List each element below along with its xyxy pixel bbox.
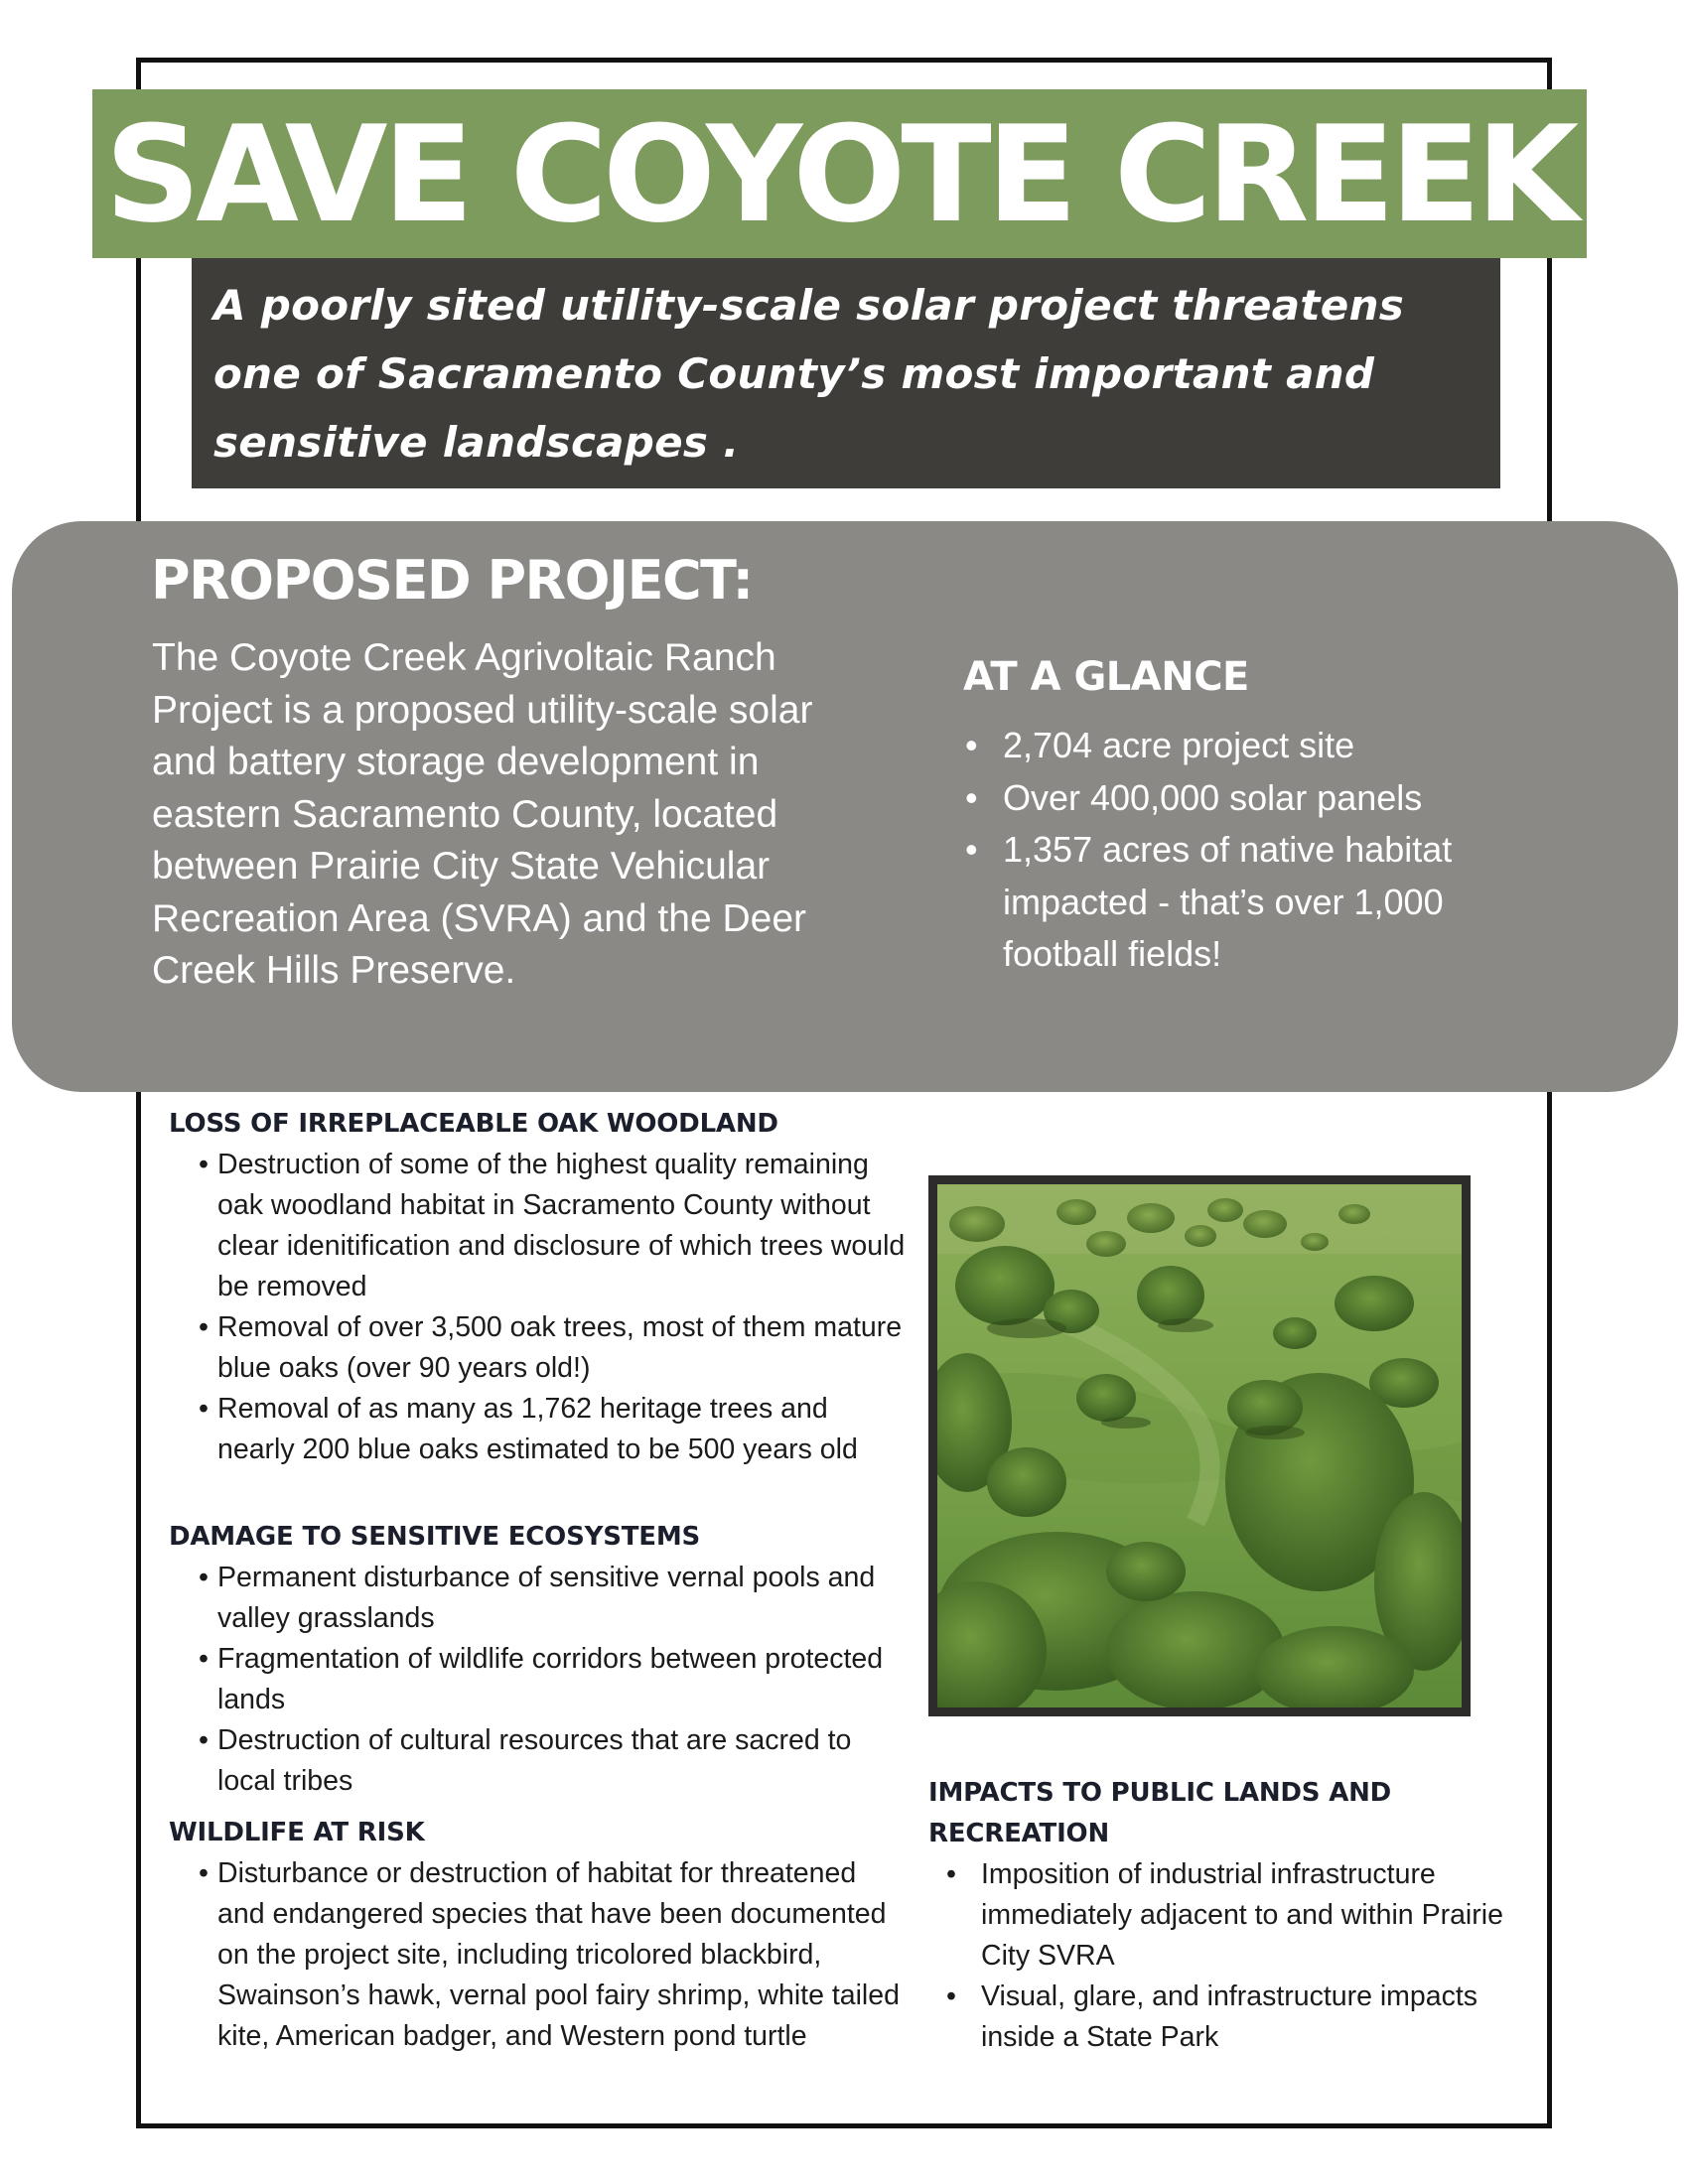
title-banner	[92, 89, 1587, 258]
list-item: • Destruction of cultural resources that are sacred to local tribes	[169, 1720, 906, 1802]
public-lands-section	[928, 1773, 1524, 2058]
list-item: • Removal of as many as 1,762 heritage trees and nearly 200 blue oaks estimated to be 500 years old	[169, 1389, 906, 1470]
ecosystems-list	[169, 1558, 906, 1802]
proposed-project-panel	[12, 521, 1678, 1092]
oak-woodland-list	[169, 1145, 906, 1470]
list-item: • Fragmentation of wildlife corridors between protected lands	[169, 1639, 906, 1720]
list-item: • Permanent disturbance of sensitive vernal pools and valley grasslands	[169, 1558, 906, 1639]
proposed-project-description: The Coyote Creek Agrivoltaic Ranch Project is a proposed utility-scale solar and battery storage development in eastern Sacramento County, located between Prairie City State Vehicular Recreation Area (SVRA) and the Deer Creek Hills Preserve.	[152, 636, 813, 992]
oak-woodland-photo	[928, 1175, 1471, 1716]
public-lands-heading: IMPACTS TO PUBLIC LANDS AND RECREATION	[928, 1778, 1392, 1848]
public-lands-list	[928, 1854, 1524, 2058]
glance-item: • 1,357 acres of native habitat impacted - that’s over 1,000 football fields!	[963, 824, 1559, 981]
wildlife-list	[169, 1853, 906, 2057]
subtitle-text: A poorly sited utility-scale solar project threatens one of Sacramento County’s most important and sensitive landscapes .	[213, 281, 1405, 467]
oak-woodland-heading: LOSS OF IRREPLACEABLE OAK WOODLAND	[169, 1109, 778, 1139]
ecosystems-section	[169, 1517, 906, 1802]
subtitle-banner	[192, 258, 1500, 488]
wildlife-heading: WILDLIFE AT RISK	[169, 1818, 425, 1847]
at-a-glance-list	[963, 720, 1559, 981]
oak-woodland-section	[169, 1104, 906, 1470]
list-item: • Visual, glare, and infrastructure impacts inside a State Park	[928, 1977, 1524, 2058]
wildlife-section	[169, 1813, 906, 2057]
at-a-glance-heading: AT A GLANCE	[963, 654, 1249, 700]
landscape-image	[937, 1184, 1462, 1707]
list-item: • Disturbance or destruction of habitat for threatened and endangered species that have been documented on the project site, including tricolored blackbird, Swainson’s hawk, vernal pool fairy shrimp, white tailed kite, American badger, and Western pond turtle	[169, 1853, 906, 2057]
ecosystems-heading: DAMAGE TO SENSITIVE ECOSYSTEMS	[169, 1522, 701, 1552]
glance-item: • 2,704 acre project site	[963, 720, 1559, 772]
list-item: • Imposition of industrial infrastructure immediately adjacent to and within Prairie City SVRA	[928, 1854, 1524, 1977]
page-title: SAVE COYOTE CREEK	[104, 97, 1575, 252]
list-item: • Removal of over 3,500 oak trees, most of them mature blue oaks (over 90 years old!)	[169, 1307, 906, 1389]
list-item: • Destruction of some of the highest quality remaining oak woodland habitat in Sacramento County without clear idenitification and disclosure of which trees would be removed	[169, 1145, 906, 1307]
glance-item: • Over 400,000 solar panels	[963, 772, 1559, 825]
proposed-project-heading: PROPOSED PROJECT:	[151, 549, 753, 612]
